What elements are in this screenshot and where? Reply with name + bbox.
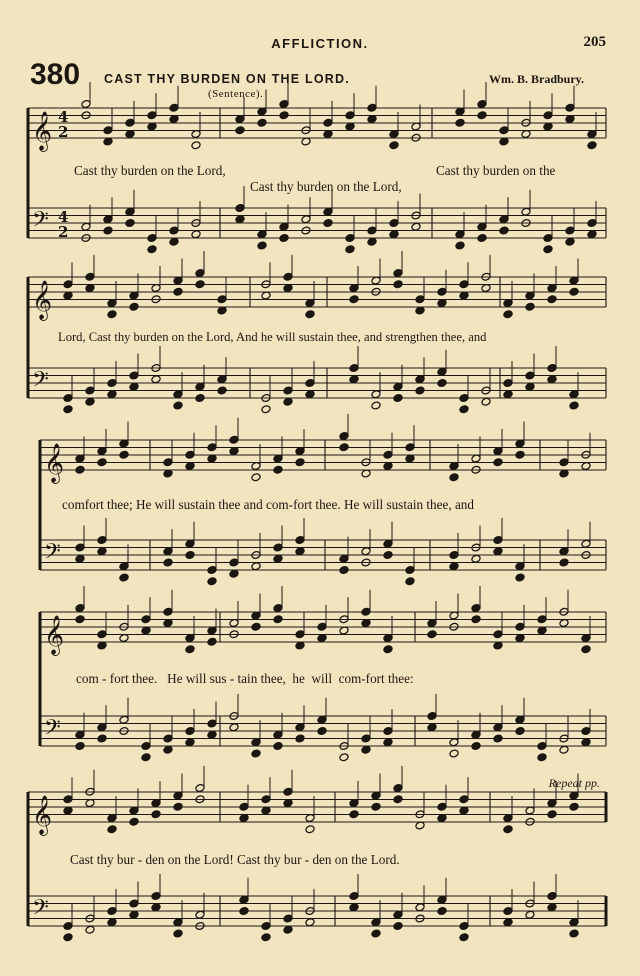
quarter-note xyxy=(63,933,73,942)
treble-clef-icon: 𝄞 xyxy=(44,443,65,483)
quarter-note xyxy=(97,734,107,743)
quarter-note xyxy=(295,734,305,743)
quarter-note xyxy=(207,577,217,586)
quarter-note xyxy=(173,802,183,811)
half-note xyxy=(471,554,481,563)
bass-clef-icon: 𝄢 xyxy=(32,207,49,238)
bass-clef-icon: 𝄢 xyxy=(32,367,49,398)
quarter-note xyxy=(129,302,139,311)
quarter-note xyxy=(569,929,579,938)
quarter-note xyxy=(349,375,359,384)
quarter-note xyxy=(207,730,217,739)
quarter-note xyxy=(147,245,157,254)
page-number: 205 xyxy=(583,34,606,50)
lyric-line-2: Lord, Cast thy burden on the Lord, And he will sustain thee, and strengthen thee, and xyxy=(58,330,487,344)
time-signature-upper: 4 xyxy=(58,108,69,126)
quarter-note xyxy=(503,825,513,834)
quarter-note xyxy=(75,742,85,751)
half-note xyxy=(305,825,315,834)
quarter-note xyxy=(107,310,117,319)
quarter-note xyxy=(477,111,487,120)
quarter-note xyxy=(393,394,403,403)
quarter-note xyxy=(349,810,359,819)
quarter-note xyxy=(217,386,227,395)
half-note xyxy=(261,405,271,414)
quarter-note xyxy=(273,615,283,624)
quarter-note xyxy=(459,933,469,942)
quarter-note xyxy=(339,566,349,575)
quarter-note xyxy=(185,738,195,747)
half-note xyxy=(85,925,95,934)
quarter-note xyxy=(547,810,557,819)
quarter-note xyxy=(427,630,437,639)
quarter-note xyxy=(437,379,447,388)
quarter-note xyxy=(141,753,151,762)
quarter-note xyxy=(185,645,195,654)
quarter-note xyxy=(477,234,487,243)
treble-clef-icon: 𝄞 xyxy=(32,280,53,320)
hymn-number: 380 xyxy=(30,58,81,91)
quarter-note xyxy=(503,310,513,319)
lyric-line-1-lower: Cast thy burden on the Lord, xyxy=(250,179,402,194)
quarter-note xyxy=(493,547,503,556)
quarter-note xyxy=(547,295,557,304)
hymn-subtitle: (Sentence). xyxy=(208,88,264,100)
quarter-note xyxy=(239,907,249,916)
quarter-note xyxy=(493,458,503,467)
quarter-note xyxy=(349,903,359,912)
time-signature-lower: 2 xyxy=(58,223,69,241)
quarter-note xyxy=(569,802,579,811)
quarter-note xyxy=(273,742,283,751)
lyric-line-1-right: Cast thy burden on the xyxy=(436,163,556,178)
quarter-note xyxy=(389,230,399,239)
quarter-note xyxy=(195,280,205,289)
quarter-note xyxy=(295,547,305,556)
quarter-note xyxy=(279,111,289,120)
repeat-direction: Repeat pp. xyxy=(548,776,600,790)
quarter-note xyxy=(257,241,267,250)
quarter-note xyxy=(75,465,85,474)
running-head: AFFLICTION. xyxy=(271,36,369,51)
quarter-note xyxy=(383,738,393,747)
half-note xyxy=(525,910,535,919)
quarter-note xyxy=(537,753,547,762)
quarter-note xyxy=(383,551,393,560)
quarter-note xyxy=(257,118,267,127)
quarter-note xyxy=(251,749,261,758)
quarter-note xyxy=(119,573,129,582)
lyric-line-1: Cast thy burden on the Lord, xyxy=(74,163,226,178)
half-note xyxy=(305,918,315,927)
treble-clef-icon: 𝄞 xyxy=(32,111,53,151)
quarter-note xyxy=(543,245,553,254)
lyric-line-5: Cast thy bur - den on the Lord! Cast thy bur - den on the Lord. xyxy=(70,852,400,867)
half-note xyxy=(481,397,491,406)
quarter-note xyxy=(493,734,503,743)
quarter-note xyxy=(503,918,513,927)
quarter-note xyxy=(295,458,305,467)
quarter-note xyxy=(173,401,183,410)
quarter-note xyxy=(393,795,403,804)
half-note xyxy=(191,141,201,150)
quarter-note xyxy=(261,933,271,942)
quarter-note xyxy=(383,645,393,654)
quarter-note xyxy=(235,126,245,135)
quarter-note xyxy=(173,929,183,938)
quarter-note xyxy=(279,234,289,243)
quarter-note xyxy=(525,382,535,391)
quarter-note xyxy=(125,219,135,228)
quarter-note xyxy=(367,237,377,246)
lyric-line-3: comfort thee; He will sustain thee and com-fort thee. He will sustain thee, and xyxy=(62,497,474,512)
quarter-note xyxy=(569,401,579,410)
quarter-note xyxy=(587,141,597,150)
half-note xyxy=(449,749,459,758)
quarter-note xyxy=(389,141,399,150)
quarter-note xyxy=(317,727,327,736)
quarter-note xyxy=(339,443,349,452)
treble-clef-icon: 𝄞 xyxy=(44,615,65,655)
quarter-note xyxy=(437,907,447,916)
quarter-note xyxy=(503,390,513,399)
quarter-note xyxy=(371,929,381,938)
quarter-note xyxy=(515,727,525,736)
lyric-line-4: com - fort thee. He will sus - tain thee, he will com-fort thee: xyxy=(76,671,414,686)
quarter-note xyxy=(129,910,139,919)
quarter-note xyxy=(547,375,557,384)
half-note xyxy=(151,375,161,384)
quarter-note xyxy=(569,287,579,296)
quarter-note xyxy=(207,637,217,646)
quarter-note xyxy=(455,241,465,250)
quarter-note xyxy=(163,558,173,567)
quarter-note xyxy=(305,390,315,399)
quarter-note xyxy=(393,280,403,289)
half-note xyxy=(371,401,381,410)
half-note xyxy=(251,562,261,571)
quarter-note xyxy=(129,382,139,391)
quarter-note xyxy=(273,554,283,563)
quarter-note xyxy=(471,742,481,751)
quarter-note xyxy=(587,230,597,239)
quarter-note xyxy=(547,903,557,912)
bass-clef-icon: 𝄢 xyxy=(44,715,61,746)
quarter-note xyxy=(525,302,535,311)
quarter-note xyxy=(251,622,261,631)
quarter-note xyxy=(455,118,465,127)
quarter-note xyxy=(471,615,481,624)
quarter-note xyxy=(323,219,333,228)
half-note xyxy=(229,723,239,732)
quarter-note xyxy=(581,738,591,747)
bass-clef-icon: 𝄢 xyxy=(32,895,49,926)
quarter-note xyxy=(129,817,139,826)
quarter-note xyxy=(151,903,161,912)
quarter-note xyxy=(449,562,459,571)
quarter-note xyxy=(581,645,591,654)
quarter-note xyxy=(185,551,195,560)
half-note xyxy=(339,753,349,762)
quarter-note xyxy=(107,825,117,834)
time-signature-upper: 4 xyxy=(58,208,69,226)
time-signature-lower: 2 xyxy=(58,123,69,141)
quarter-note xyxy=(565,237,575,246)
quarter-note xyxy=(75,554,85,563)
quarter-note xyxy=(151,810,161,819)
quarter-note xyxy=(499,226,509,235)
quarter-note xyxy=(195,394,205,403)
quarter-note xyxy=(173,287,183,296)
quarter-note xyxy=(283,397,293,406)
quarter-note xyxy=(459,405,469,414)
quarter-note xyxy=(515,450,525,459)
quarter-note xyxy=(63,405,73,414)
quarter-note xyxy=(85,397,95,406)
quarter-note xyxy=(97,458,107,467)
hymn-title: CAST THY BURDEN ON THE LORD. xyxy=(104,72,350,86)
quarter-note xyxy=(103,226,113,235)
quarter-note xyxy=(371,802,381,811)
half-note xyxy=(411,222,421,231)
quarter-note xyxy=(405,577,415,586)
quarter-note xyxy=(349,295,359,304)
treble-clef-icon: 𝄞 xyxy=(32,795,53,835)
half-note xyxy=(559,745,569,754)
quarter-note xyxy=(163,745,173,754)
half-note xyxy=(251,473,261,482)
quarter-note xyxy=(427,723,437,732)
quarter-note xyxy=(515,573,525,582)
quarter-note xyxy=(361,745,371,754)
quarter-note xyxy=(97,547,107,556)
quarter-note xyxy=(415,386,425,395)
quarter-note xyxy=(283,925,293,934)
composer: Wm. B. Bradbury. xyxy=(488,72,584,86)
half-note xyxy=(191,230,201,239)
quarter-note xyxy=(305,310,315,319)
quarter-note xyxy=(75,615,85,624)
quarter-note xyxy=(273,465,283,474)
quarter-note xyxy=(119,450,129,459)
quarter-note xyxy=(107,918,117,927)
quarter-note xyxy=(235,215,245,224)
quarter-note xyxy=(229,569,239,578)
quarter-note xyxy=(107,390,117,399)
quarter-note xyxy=(345,245,355,254)
quarter-note xyxy=(559,558,569,567)
quarter-note xyxy=(169,237,179,246)
quarter-note xyxy=(449,473,459,482)
quarter-note xyxy=(393,922,403,931)
bass-clef-icon: 𝄢 xyxy=(44,539,61,570)
